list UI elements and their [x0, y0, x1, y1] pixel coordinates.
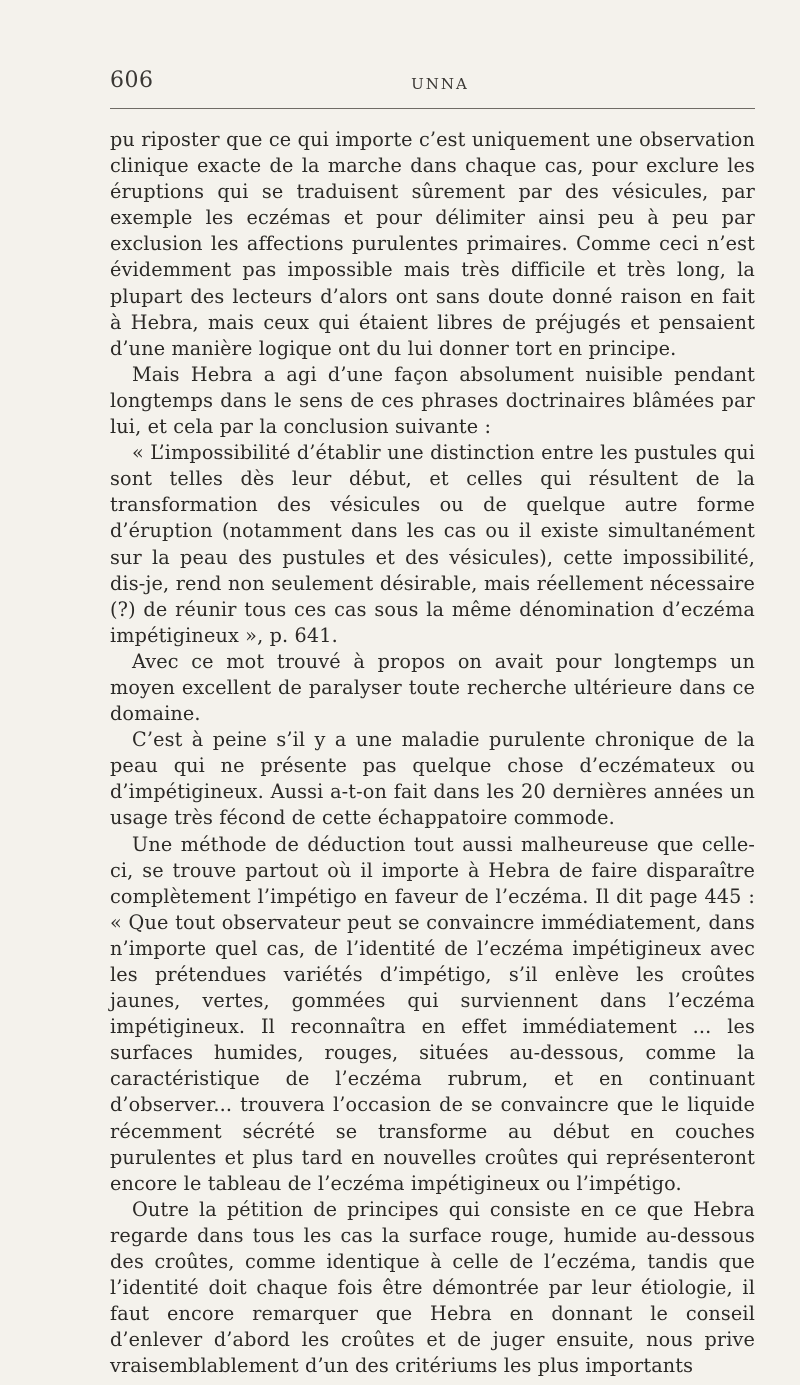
page-number: 606: [110, 68, 154, 93]
paragraph: « L’impossibilité d’établir une distinction entre les pustules qui sont telles dès leur début, et celles qui résultent de la transformation des vésicules ou de quelque autre forme d’éruption (notamment dans les cas ou il existe simultanément sur la peau des pustules et des vésicules), cette impossibilité, dis-je, rend non seulement désirable, mais réellement nécessaire (?) de réunir tous ces cas sous la même dénomination d’eczéma impétigineux », p. 641.: [110, 441, 755, 647]
paragraph: Mais Hebra a agi d’une façon absolument nuisible pendant longtemps dans le sens de ces phrases doctrinaires blâmées par lui, et cela par la conclusion suivante :: [110, 362, 755, 439]
body-text: [110, 127, 755, 1380]
page-header: [110, 68, 755, 98]
paragraph: pu riposter que ce qui importe c’est uniquement une observation clinique exacte de la marche dans chaque cas, pour exclure les éruptions qui se traduisent sûrement par des vésicules, par exemple les eczémas et pour délimiter ainsi peu à peu par exclusion les affections purulentes primaires. Comme ceci n’est évidemment pas impossible mais très difficile et très long, la plupart des lecteurs d’alors ont sans doute donné raison en fait à Hebra, mais ceux qui étaient libres de préjugés et pensaient d’une manière logique ont du lui donner tort en principe.: [110, 128, 755, 360]
paragraph: Outre la pétition de principes qui consiste en ce que Hebra regarde dans tous les cas la surface rouge, humide au-dessous des croûtes, comme identique à celle de l’eczéma, tandis que l’identité doit chaque fois être démontrée par leur étiologie, il faut encore remarquer que Hebra en donnant le conseil d’enlever d’abord les croûtes et de juger ensuite, nous prive vraisemblablement d’un des critériums les plus importants: [110, 1197, 755, 1378]
paragraph: Avec ce mot trouvé à propos on avait pour longtemps un moyen excellent de paralyser toute recherche ultérieure dans ce domaine.: [110, 649, 755, 726]
paragraph: Une méthode de déduction tout aussi malheureuse que celle-ci, se trouve partout où il importe à Hebra de faire disparaître complètement l’impétigo en faveur de l’eczéma. Il dit page 445 : « Que tout observateur peut se convaincre immédiatement, dans n’importe quel cas, de l’identité de l’eczéma impétigineux avec les prétendues variétés d’impétigo, s’il enlève les croûtes jaunes, vertes, gommées qui surviennent dans l’eczéma impétigineux. Il reconnaîtra en effet immédiatement ... les surfaces humides, rouges, situées au-dessous, comme la caractéristique de l’eczéma rubrum, et en continuant d’observer... trouvera l’occasion de se convaincre que le liquide récemment sécrété se transforme au début en couches purulentes et plus tard en nouvelles croûtes qui représenteront encore le tableau de l’eczéma impétigineux ou l’impétigo.: [110, 832, 755, 1195]
header-rule: [110, 108, 755, 109]
running-head: UNNA: [411, 75, 469, 93]
paragraph: C’est à peine s’il y a une maladie purulente chronique de la peau qui ne présente pas quelque chose d’eczémateux ou d’impétigineux. Aussi a-t-on fait dans les 20 dernières années un usage très fécond de cette échappatoire commode.: [110, 728, 755, 830]
